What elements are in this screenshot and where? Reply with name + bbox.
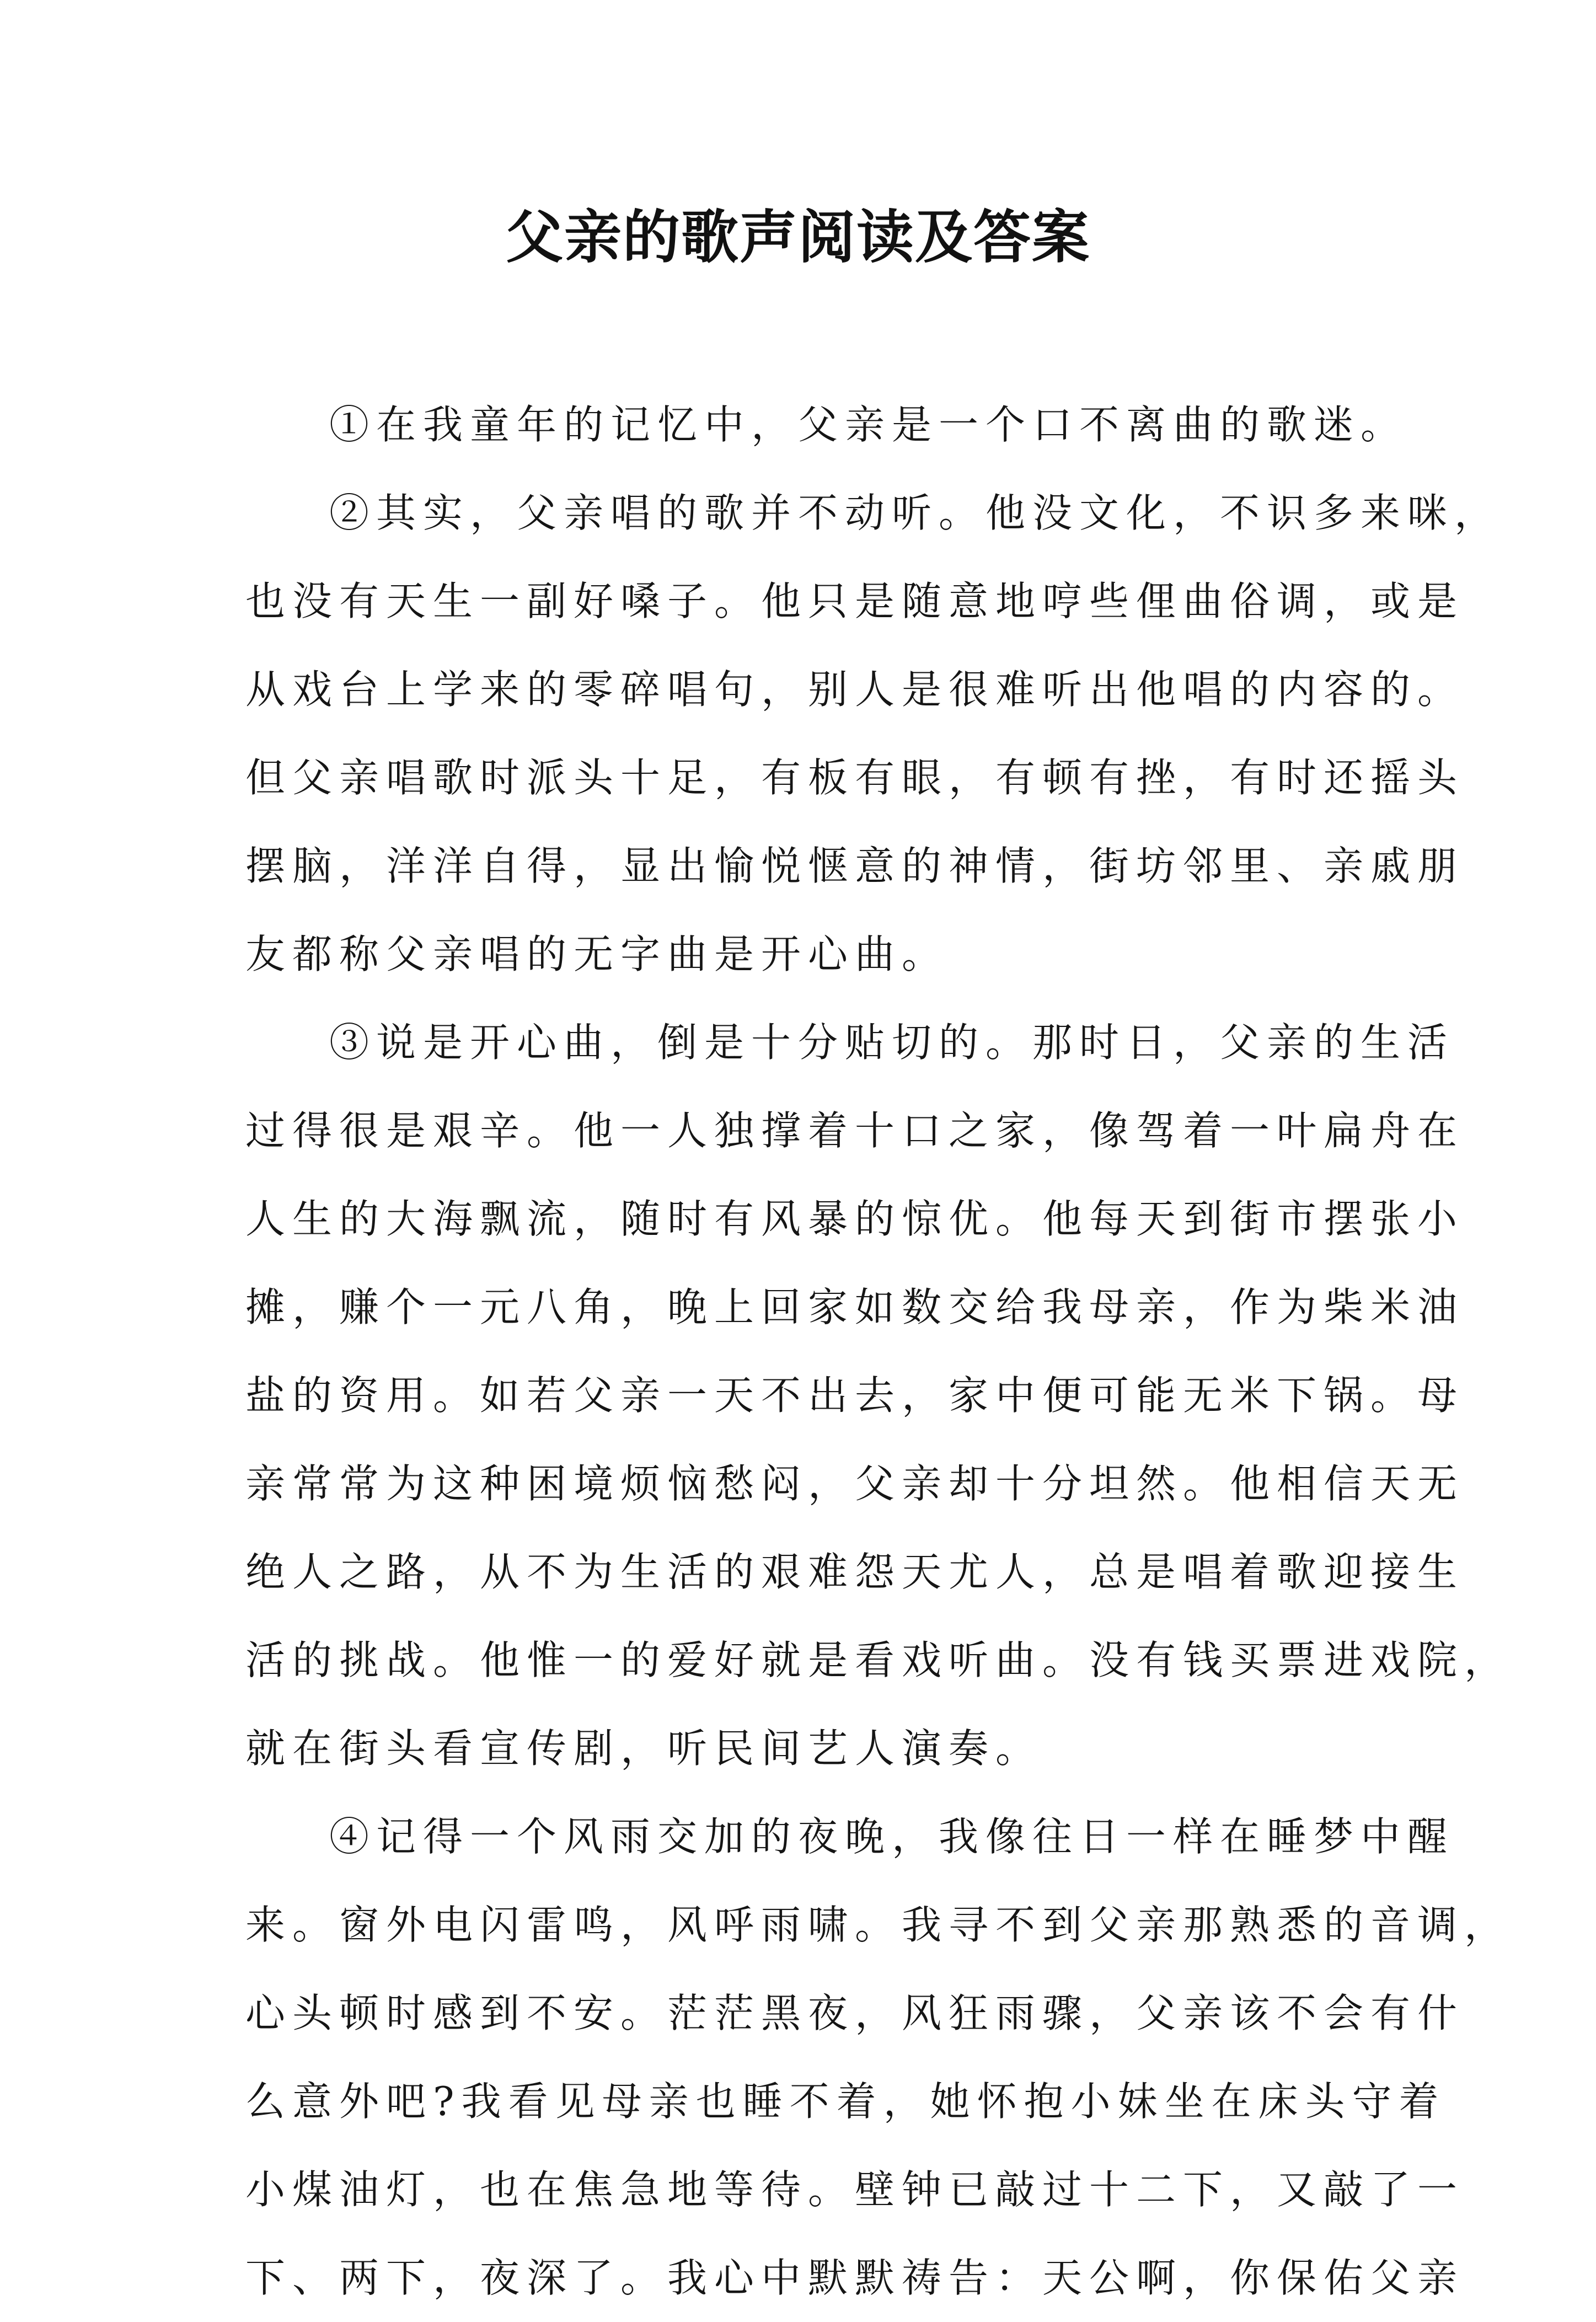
article-body	[245, 381, 1512, 2322]
text-line: 亲常常为这种困境烦恼愁闷，父亲却十分坦然。他相信天无	[245, 1460, 1465, 1507]
text-line: 人生的大海飘流，随时有风暴的惊优。他每天到街市摆张小	[245, 1196, 1465, 1242]
text-line: 活的挑战。他惟一的爱好就是看戏听曲。没有钱买票进戏院，	[245, 1637, 1512, 1683]
text-line: 来。窗外电闪雷鸣，风呼雨啸。我寻不到父亲那熟悉的音调，	[245, 1902, 1512, 1948]
text-line: ④记得一个风雨交加的夜晚，我像往日一样在睡梦中醒	[329, 1813, 1455, 1860]
text-line: ③说是开心曲，倒是十分贴切的。那时日，父亲的生活	[329, 1019, 1455, 1066]
text-line: 过得很是艰辛。他一人独撑着十口之家，像驾着一叶扁舟在	[245, 1108, 1465, 1154]
text-line: 摊，赚个一元八角，晚上回家如数交给我母亲，作为柴米油	[245, 1284, 1465, 1330]
text-line: 从戏台上学来的零碎唱句，别人是很难听出他唱的内容的。	[245, 666, 1465, 713]
text-line: ①在我童年的记忆中，父亲是一个口不离曲的歌迷。	[329, 402, 1408, 448]
text-line: 摆脑，洋洋自得，显出愉悦惬意的神情，街坊邻里、亲戚朋	[245, 843, 1465, 889]
text-line: 下、两下，夜深了。我心中默默祷告：天公啊，你保佑父亲	[245, 2255, 1465, 2301]
text-line: 就在街头看宣传剧，听民间艺人演奏。	[245, 1725, 1043, 1772]
text-line: 绝人之路，从不为生活的艰难怨天尤人，总是唱着歌迎接生	[245, 1549, 1465, 1595]
text-line: 小煤油灯，也在焦急地等待。壁钟已敲过十二下，又敲了一	[245, 2166, 1465, 2213]
text-line: 也没有天生一副好嗓子。他只是随意地哼些俚曲俗调，或是	[245, 578, 1465, 624]
text-line: 么意外吧?我看见母亲也睡不着，她怀抱小妹坐在床头守着	[245, 2078, 1446, 2125]
text-line: 心头顿时感到不安。茫茫黑夜，风狂雨骤，父亲该不会有什	[245, 1990, 1465, 2036]
text-line: ②其实，父亲唱的歌并不动听。他没文化，不识多来咪，	[329, 490, 1502, 536]
text-line: 但父亲唱歌时派头十足，有板有眼，有顿有挫，有时还摇头	[245, 755, 1465, 801]
text-line: 友都称父亲唱的无字曲是开心曲。	[245, 931, 949, 977]
text-line: 盐的资用。如若父亲一天不出去，家中便可能无米下锅。母	[245, 1372, 1465, 1419]
page-title: 父亲的歌声阅读及答案	[505, 203, 1090, 271]
